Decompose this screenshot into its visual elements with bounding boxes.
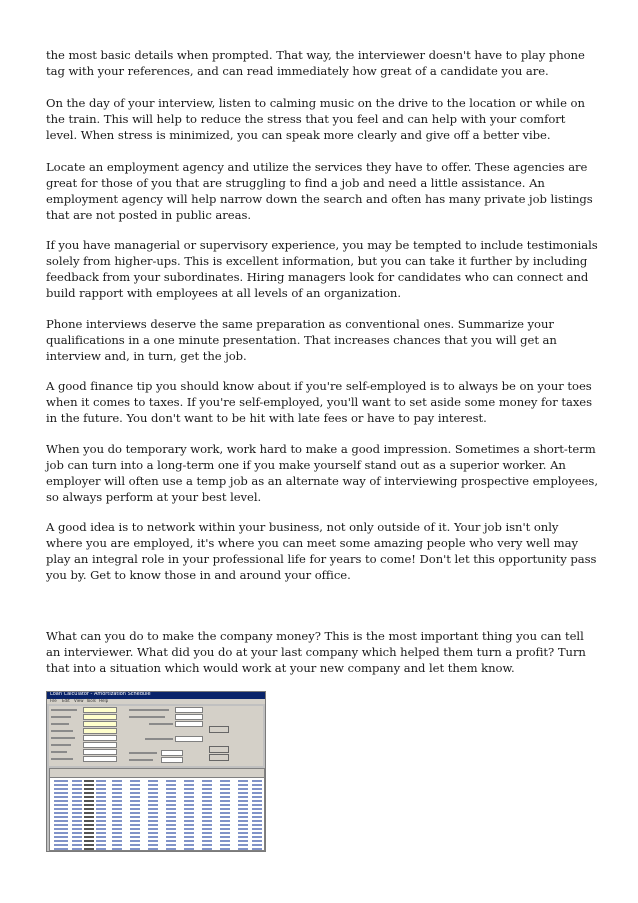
screenshot-grid-cell — [202, 800, 212, 802]
screenshot-grid-cell — [220, 800, 230, 802]
screenshot-grid-cell — [202, 812, 212, 814]
screenshot-grid-cell — [166, 820, 176, 822]
screenshot-grid-cell — [238, 844, 248, 846]
screenshot-grid-cell — [84, 836, 94, 838]
screenshot-grid-cell — [148, 820, 158, 822]
screenshot-grid-cell — [166, 832, 176, 834]
screenshot-grid-cell — [130, 800, 140, 802]
screenshot-grid-cell — [252, 788, 262, 790]
screenshot-grid-cell — [220, 792, 230, 794]
screenshot-grid-cell — [112, 844, 122, 846]
screenshot-grid-cell — [72, 832, 82, 834]
screenshot-grid-cell — [166, 836, 176, 838]
screenshot-menu-item: File — [50, 698, 57, 703]
screenshot-grid-cell — [54, 784, 68, 786]
paragraph-8: A good idea is to network within your business, not only outside of it. Your job isn't only where you are employed, it's where you can meet some amazing people who very well may play an integral role in your professional life for years to come! Don't let this opportunity pass you by. Get to know those in and around your office. — [46, 520, 597, 582]
screenshot-grid-cell — [238, 792, 248, 794]
screenshot-grid-cell — [238, 804, 248, 806]
screenshot-grid-cell — [130, 788, 140, 790]
screenshot-grid-cell — [238, 824, 248, 826]
screenshot-grid-cell — [252, 808, 262, 810]
screenshot-grid-header — [50, 769, 264, 778]
screenshot-grid-cell — [220, 832, 230, 834]
screenshot-grid-cell — [238, 780, 248, 782]
screenshot-grid-cell — [148, 836, 158, 838]
screenshot-grid-cell — [184, 848, 194, 850]
screenshot-grid-cell — [130, 780, 140, 782]
paragraph-1: the most basic details when prompted. That way, the interviewer doesn't have to play phone tag with your references, and can read immediately how great of a candidate you are. — [46, 48, 585, 78]
screenshot-grid-cell — [84, 844, 94, 846]
screenshot-grid-cell — [130, 796, 140, 798]
screenshot-grid-cell — [148, 832, 158, 834]
screenshot-grid-cell — [202, 804, 212, 806]
screenshot-grid-cell — [202, 788, 212, 790]
screenshot-grid-cell — [72, 780, 82, 782]
screenshot-grid-cell — [238, 840, 248, 842]
screenshot-grid-cell — [72, 812, 82, 814]
screenshot-grid-cell — [54, 796, 68, 798]
screenshot-grid-cell — [184, 800, 194, 802]
screenshot-grid-cell — [112, 828, 122, 830]
screenshot-grid-cell — [252, 824, 262, 826]
screenshot-grid-cell — [166, 812, 176, 814]
screenshot-grid-cell — [84, 828, 94, 830]
screenshot-grid-cell — [54, 812, 68, 814]
screenshot-grid-cell — [252, 796, 262, 798]
screenshot-grid-cell — [112, 836, 122, 838]
screenshot-grid-cell — [148, 784, 158, 786]
screenshot-grid-cell — [84, 824, 94, 826]
screenshot-grid-cell — [96, 788, 106, 790]
screenshot-grid-cell — [184, 824, 194, 826]
screenshot-grid-cell — [72, 840, 82, 842]
screenshot-grid-cell — [54, 832, 68, 834]
screenshot-data-grid — [49, 768, 265, 851]
screenshot-grid-cell — [220, 820, 230, 822]
screenshot-grid-cell — [96, 816, 106, 818]
screenshot-grid-cell — [252, 828, 262, 830]
screenshot-grid-cell — [184, 844, 194, 846]
screenshot-grid-cell — [252, 800, 262, 802]
screenshot-grid-cell — [238, 828, 248, 830]
screenshot-grid-cell — [130, 808, 140, 810]
screenshot-grid-cell — [148, 804, 158, 806]
screenshot-grid-cell — [252, 840, 262, 842]
screenshot-grid-cell — [220, 844, 230, 846]
screenshot-form-panel — [49, 706, 263, 766]
screenshot-grid-cell — [148, 848, 158, 850]
screenshot-grid-cell — [148, 840, 158, 842]
screenshot-grid-cell — [184, 828, 194, 830]
screenshot-menubar — [47, 699, 265, 704]
screenshot-grid-cell — [238, 784, 248, 786]
screenshot-grid-cell — [84, 780, 94, 782]
screenshot-grid-cell — [148, 812, 158, 814]
screenshot-grid-cell — [166, 828, 176, 830]
screenshot-grid-cell — [54, 840, 68, 842]
screenshot-grid-cell — [96, 820, 106, 822]
screenshot-grid-cell — [96, 836, 106, 838]
paragraph-3: Locate an employment agency and utilize the services they have to offer. These agencies are great for those of you that are struggling to find a job and need a little assistance. An employment agency will help narrow down the search and often has many private job listings that are not posted in public areas. — [46, 160, 593, 222]
screenshot-grid-cell — [112, 800, 122, 802]
screenshot-grid-cell — [112, 832, 122, 834]
screenshot-grid-cell — [148, 796, 158, 798]
screenshot-grid-cell — [148, 824, 158, 826]
screenshot-grid-cell — [130, 784, 140, 786]
screenshot-grid-cell — [202, 832, 212, 834]
screenshot-grid-cell — [84, 832, 94, 834]
screenshot-grid-cell — [252, 780, 262, 782]
screenshot-grid-cell — [72, 784, 82, 786]
screenshot-grid-cell — [130, 804, 140, 806]
screenshot-grid-cell — [72, 836, 82, 838]
screenshot-grid-cell — [184, 792, 194, 794]
screenshot-grid-cell — [220, 840, 230, 842]
screenshot-grid-cell — [252, 820, 262, 822]
screenshot-grid-cell — [220, 824, 230, 826]
screenshot-grid-cell — [202, 844, 212, 846]
screenshot-grid-cell — [220, 788, 230, 790]
screenshot-grid-cell — [252, 784, 262, 786]
screenshot-grid-cell — [54, 816, 68, 818]
screenshot-grid-cell — [184, 808, 194, 810]
paragraph-7: When you do temporary work, work hard to make a good impression. Sometimes a short-term job can turn into a long-term one if you make yourself stand out as a superior worker. An employer will often use a temp job as an alternate way of interviewing prospective employees, so always perform at your best level. — [46, 442, 598, 504]
screenshot-grid-cell — [220, 848, 230, 850]
screenshot-grid-cell — [238, 832, 248, 834]
screenshot-grid-cell — [252, 812, 262, 814]
screenshot-grid-cell — [72, 844, 82, 846]
screenshot-grid-cell — [238, 808, 248, 810]
screenshot-grid-cell — [238, 820, 248, 822]
screenshot-grid-cell — [252, 804, 262, 806]
screenshot-grid-cell — [220, 784, 230, 786]
screenshot-grid-cell — [148, 800, 158, 802]
screenshot-grid-cell — [130, 828, 140, 830]
screenshot-grid-cell — [220, 828, 230, 830]
screenshot-grid-cell — [96, 800, 106, 802]
screenshot-grid-cell — [166, 800, 176, 802]
screenshot-grid-cell — [220, 808, 230, 810]
screenshot-grid-cell — [184, 796, 194, 798]
screenshot-grid-cell — [84, 848, 94, 850]
screenshot-grid-cell — [220, 804, 230, 806]
screenshot-grid-cell — [130, 836, 140, 838]
screenshot-grid-cell — [166, 848, 176, 850]
screenshot-grid-cell — [166, 780, 176, 782]
screenshot-grid-cell — [112, 804, 122, 806]
screenshot-grid-cell — [166, 784, 176, 786]
screenshot-grid-cell — [130, 792, 140, 794]
screenshot-grid-cell — [184, 816, 194, 818]
screenshot-grid-cell — [72, 792, 82, 794]
screenshot-grid-cell — [166, 792, 176, 794]
screenshot-grid-cell — [96, 808, 106, 810]
screenshot-grid-cell — [112, 784, 122, 786]
screenshot-grid-cell — [130, 824, 140, 826]
screenshot-grid-cell — [84, 784, 94, 786]
screenshot-grid-cell — [148, 788, 158, 790]
screenshot-grid-cell — [84, 820, 94, 822]
screenshot-grid-cell — [96, 780, 106, 782]
screenshot-grid-cell — [238, 812, 248, 814]
screenshot-grid-cell — [202, 792, 212, 794]
screenshot-grid-cell — [112, 808, 122, 810]
screenshot-grid-cell — [252, 792, 262, 794]
screenshot-grid-cell — [148, 808, 158, 810]
screenshot-grid-cell — [84, 840, 94, 842]
screenshot-grid-cell — [96, 832, 106, 834]
screenshot-grid-cell — [96, 784, 106, 786]
screenshot-grid-cell — [166, 816, 176, 818]
screenshot-grid-cell — [166, 840, 176, 842]
screenshot-grid-cell — [184, 820, 194, 822]
screenshot-grid-cell — [96, 796, 106, 798]
screenshot-grid-cell — [238, 848, 248, 850]
screenshot-title: Loan Calculator - Amortization Schedule — [50, 691, 151, 697]
screenshot-grid-cell — [112, 824, 122, 826]
screenshot-grid-cell — [54, 836, 68, 838]
screenshot-grid-cell — [54, 800, 68, 802]
screenshot-grid-cell — [252, 816, 262, 818]
screenshot-grid-cell — [130, 844, 140, 846]
screenshot-grid-cell — [96, 812, 106, 814]
screenshot-grid-cell — [72, 820, 82, 822]
screenshot-grid-cell — [202, 840, 212, 842]
screenshot-grid-cell — [252, 844, 262, 846]
screenshot-grid-cell — [54, 808, 68, 810]
screenshot-grid-cell — [166, 796, 176, 798]
screenshot-grid-cell — [202, 824, 212, 826]
screenshot-grid-cell — [166, 824, 176, 826]
paragraph-2: On the day of your interview, listen to calming music on the drive to the location or while on the train. This will help to reduce the stress that you feel and can help with your comfort level. When stress is minimized, you can speak more clearly and give off a better vibe. — [46, 96, 585, 142]
screenshot-menu-item: Edit — [62, 698, 70, 703]
screenshot-grid-cell — [238, 816, 248, 818]
screenshot-grid-cell — [72, 796, 82, 798]
screenshot-grid-cell — [72, 816, 82, 818]
paragraph-5: Phone interviews deserve the same preparation as conventional ones. Summarize your qualifications in a one minute presentation. That increases chances that you will get an interview and, in turn, get the job. — [46, 317, 557, 363]
screenshot-grid-cell — [202, 816, 212, 818]
screenshot-grid-cell — [130, 848, 140, 850]
screenshot-button — [209, 726, 229, 733]
screenshot-grid-cell — [220, 812, 230, 814]
screenshot-grid-cell — [112, 788, 122, 790]
screenshot-grid-cell — [96, 840, 106, 842]
screenshot-grid-cell — [184, 780, 194, 782]
screenshot-grid-cell — [166, 808, 176, 810]
screenshot-grid-cell — [72, 788, 82, 790]
screenshot-grid-cell — [148, 792, 158, 794]
screenshot-grid-cell — [112, 820, 122, 822]
screenshot-grid-cell — [54, 844, 68, 846]
screenshot-grid-cell — [202, 808, 212, 810]
screenshot-grid-cell — [184, 788, 194, 790]
screenshot-grid-cell — [202, 836, 212, 838]
screenshot-grid-cell — [112, 792, 122, 794]
screenshot-grid-cell — [96, 844, 106, 846]
paragraph-4: If you have managerial or supervisory experience, you may be tempted to include testimonials solely from higher-ups. This is excellent information, but you can take it further by including feedback from your subordinates. Hiring managers look for candidates who can connect and build rapport with employees at all levels of an organization. — [46, 238, 598, 300]
screenshot-grid-cell — [84, 792, 94, 794]
screenshot-grid-cell — [96, 804, 106, 806]
screenshot-grid-cell — [166, 844, 176, 846]
screenshot-grid-cell — [184, 784, 194, 786]
screenshot-grid-cell — [148, 828, 158, 830]
screenshot-grid-cell — [130, 812, 140, 814]
screenshot-grid-cell — [252, 848, 262, 850]
screenshot-button — [209, 754, 229, 761]
screenshot-grid-cell — [96, 828, 106, 830]
screenshot-grid-cell — [112, 840, 122, 842]
screenshot-grid-cell — [148, 844, 158, 846]
paragraph-6: A good finance tip you should know about if you're self-employed is to always be on your toes when it comes to taxes. If you're self-employed, you'll want to set aside some money for taxes in the future. You don't want to be hit with late fees or have to pay interest. — [46, 379, 593, 425]
screenshot-grid-cell — [202, 780, 212, 782]
screenshot-grid-cell — [184, 812, 194, 814]
screenshot-grid-cell — [130, 816, 140, 818]
screenshot-grid-cell — [130, 832, 140, 834]
screenshot-grid-cell — [84, 796, 94, 798]
screenshot-grid-cell — [238, 796, 248, 798]
screenshot-grid-cell — [72, 824, 82, 826]
screenshot-grid-cell — [220, 836, 230, 838]
screenshot-grid-cell — [112, 796, 122, 798]
screenshot-grid-cell — [148, 816, 158, 818]
screenshot-grid-cell — [130, 840, 140, 842]
screenshot-grid-cell — [130, 820, 140, 822]
screenshot-grid-cell — [72, 808, 82, 810]
screenshot-grid-cell — [252, 836, 262, 838]
screenshot-grid-cell — [202, 796, 212, 798]
screenshot-grid-cell — [184, 840, 194, 842]
screenshot-grid-cell — [220, 796, 230, 798]
screenshot-grid-cell — [202, 820, 212, 822]
screenshot-grid-cell — [96, 792, 106, 794]
screenshot-menu-item: View — [74, 698, 84, 703]
screenshot-grid-cell — [54, 820, 68, 822]
screenshot-grid-cell — [54, 804, 68, 806]
screenshot-grid-cell — [84, 800, 94, 802]
screenshot-grid-cell — [84, 804, 94, 806]
screenshot-grid-cell — [84, 812, 94, 814]
screenshot-grid-cell — [184, 804, 194, 806]
screenshot-grid-cell — [238, 836, 248, 838]
screenshot-grid-cell — [238, 788, 248, 790]
screenshot-grid-cell — [96, 824, 106, 826]
screenshot-grid-cell — [252, 832, 262, 834]
screenshot-grid-cell — [54, 788, 68, 790]
paragraph-9: What can you do to make the company money? This is the most important thing you can tell an interviewer. What did you do at your last company which helped them turn a profit? Turn that into a situation which would work at your new company and let them know. — [46, 629, 586, 675]
screenshot-grid-cell — [202, 828, 212, 830]
screenshot-menu-item: Tools — [86, 698, 96, 703]
screenshot-grid-cell — [54, 780, 68, 782]
screenshot-grid-cell — [184, 836, 194, 838]
screenshot-grid-cell — [54, 824, 68, 826]
screenshot-grid-cell — [184, 832, 194, 834]
screenshot-grid-cell — [84, 788, 94, 790]
screenshot-grid-cell — [54, 792, 68, 794]
screenshot-grid-cell — [72, 800, 82, 802]
screenshot-grid-cell — [96, 848, 106, 850]
screenshot-grid-cell — [148, 780, 158, 782]
screenshot-menu-item: Help — [99, 698, 109, 703]
screenshot-grid-cell — [54, 848, 68, 850]
screenshot-grid-cell — [72, 804, 82, 806]
screenshot-grid-cell — [112, 812, 122, 814]
screenshot-button — [209, 746, 229, 753]
screenshot-grid-cell — [84, 808, 94, 810]
screenshot-grid-cell — [238, 800, 248, 802]
screenshot-grid-cell — [220, 816, 230, 818]
screenshot-grid-cell — [220, 780, 230, 782]
embedded-screenshot — [46, 691, 266, 852]
screenshot-grid-cell — [112, 848, 122, 850]
screenshot-grid-cell — [166, 788, 176, 790]
screenshot-grid-cell — [54, 828, 68, 830]
screenshot-grid-cell — [112, 816, 122, 818]
screenshot-grid-cell — [72, 828, 82, 830]
screenshot-grid-cell — [202, 848, 212, 850]
screenshot-grid-cell — [112, 780, 122, 782]
screenshot-grid-cell — [84, 816, 94, 818]
screenshot-grid-cell — [166, 804, 176, 806]
screenshot-grid-cell — [72, 848, 82, 850]
screenshot-grid-cell — [202, 784, 212, 786]
